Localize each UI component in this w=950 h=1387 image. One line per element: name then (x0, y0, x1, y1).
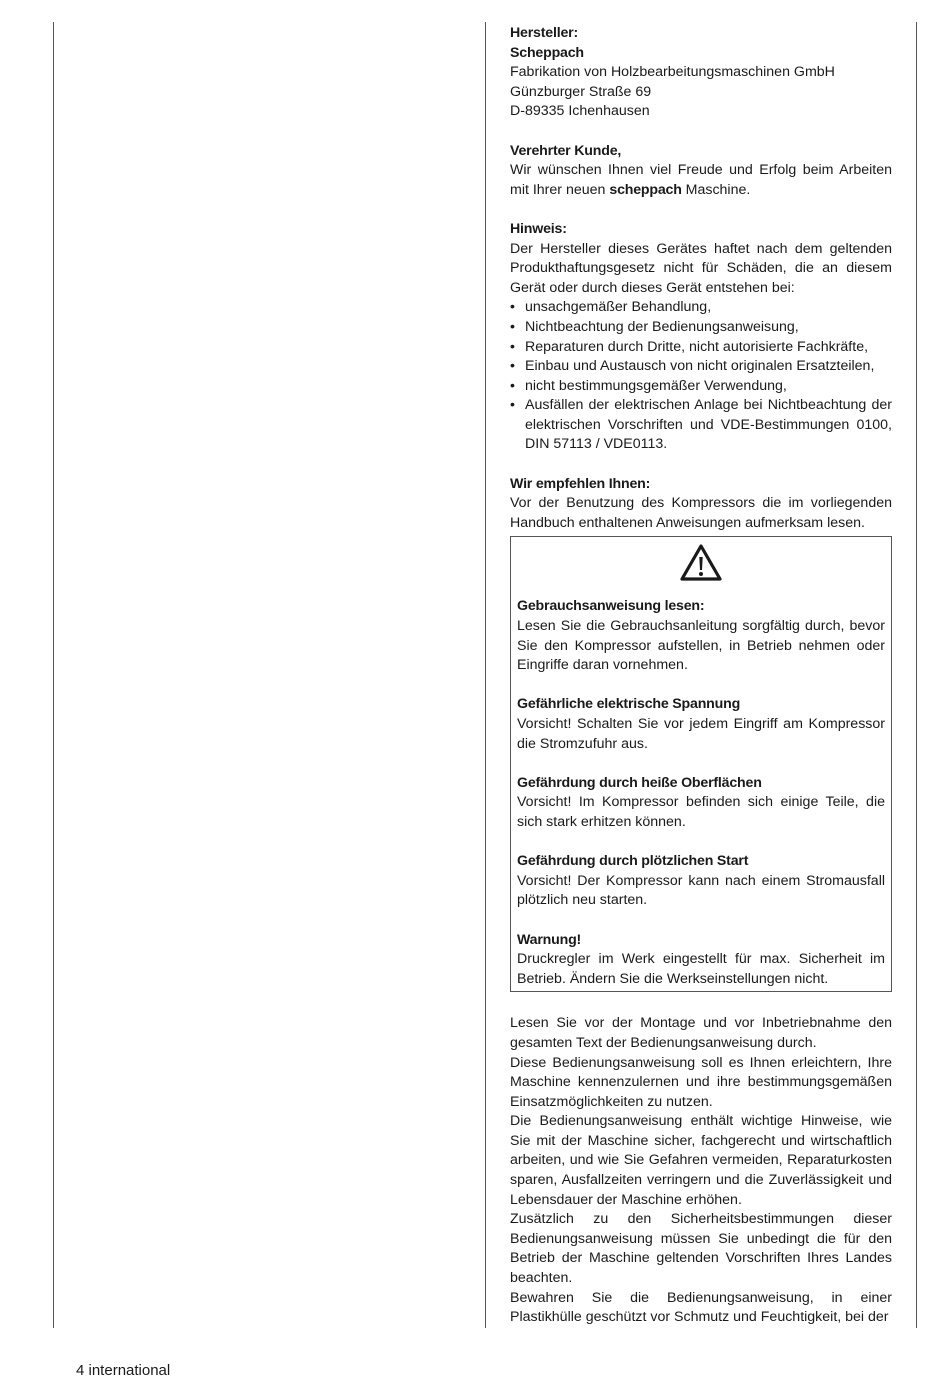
notice-section (510, 220, 892, 455)
notice-list-item: • Reparaturen durch Dritte, nicht autorisierte Fachkräfte, (510, 338, 892, 358)
recommend-text: Vor der Benutzung des Kompressors die im vorliegenden Handbuch enthaltenen Anweisungen aufmerksam lesen. (510, 495, 892, 531)
notice-list-item: • unsachgemäßer Behandlung, (510, 298, 892, 318)
manufacturer-brand: Scheppach (510, 44, 584, 61)
greeting-text (510, 161, 892, 200)
recommend-heading: Wir empfehlen Ihnen: (510, 475, 651, 492)
warning-section-read-manual (517, 597, 885, 675)
warning-heading: Gefährdung durch plötzlichen Start (517, 853, 749, 870)
manufacturer-city: D-89335 Ichenhausen (510, 103, 650, 120)
instructions-body (510, 1014, 892, 1328)
manufacturer-company: Fabrikation von Holzbearbeitungsmaschinen GmbH (510, 64, 835, 81)
warning-triangle-icon (679, 543, 723, 583)
warning-section-hot-surfaces (517, 774, 885, 833)
warning-heading: Gebrauchsanweisung lesen: (517, 598, 705, 615)
warning-section-sudden-start (517, 852, 885, 911)
manufacturer-heading: Hersteller: (510, 25, 578, 41)
column-divider-middle (485, 22, 486, 1328)
greeting-section (510, 142, 892, 201)
warning-section-pressure-regulator (517, 931, 885, 990)
body-paragraph: Zusätzlich zu den Sicherheitsbestimmungen dieser Bedienungsanweisung müssen Sie unbedingt die für den Betrieb der Maschine geltenden Vorschriften Ihres Landes beachten. (510, 1211, 892, 1287)
notice-list-item: • Einbau und Austausch von nicht originalen Ersatzteilen, (510, 357, 892, 377)
notice-heading: Hinweis: (510, 220, 567, 237)
body-paragraph: Lesen Sie vor der Montage und vor Inbetriebnahme den gesamten Text der Bedienungsanweisung durch. (510, 1015, 892, 1051)
greeting-brand: scheppach (609, 181, 682, 198)
body-paragraph: Bewahren Sie die Bedienungsanweisung, in einer Plastikhülle geschützt vor Schmutz und Feuchtigkeit, bei der (510, 1289, 892, 1326)
notice-list-item: • Ausfällen der elektrischen Anlage bei Nichtbeachtung der elektrischen Vorschriften und VDE-Bestimmungen 0100, DIN 57113 / VDE0113. (510, 396, 892, 455)
notice-intro: Der Hersteller dieses Gerätes haftet nach dem geltenden Produkthaftungsgesetz nicht für Schäden, die an diesem Gerät oder durch dieses Gerät entstehen bei: (510, 240, 892, 296)
manufacturer-street: Günzburger Straße 69 (510, 83, 652, 100)
manufacturer-section (510, 24, 892, 122)
warning-text: Vorsicht! Schalten Sie vor jedem Eingriff am Kompressor die Stromzufuhr aus. (517, 716, 885, 752)
column-divider-right (916, 22, 917, 1328)
safety-warning-box (510, 536, 892, 992)
warning-section-electric-voltage (517, 695, 885, 754)
greeting-text-before: Wir wünschen Ihnen viel Freude und Erfolg beim Arbeiten mit Ihrer neuen (510, 162, 892, 198)
greeting-text-after: Maschine. (681, 181, 751, 198)
greeting-heading: Verehrter Kunde, (510, 142, 622, 159)
notice-list-item: • nicht bestimmungsgemäßer Verwendung, (510, 377, 892, 397)
warning-heading: Gefährdung durch heiße Oberflächen (517, 774, 762, 791)
body-paragraph: Diese Bedienungsanweisung soll es Ihnen erleichtern, Ihre Maschine kennenzulernen und ihre bestimmungsgemäßen Einsatzmöglichkeiten zu nutzen. (510, 1054, 892, 1110)
body-paragraph: Die Bedienungsanweisung enthält wichtige Hinweise, wie Sie mit der Maschine sicher, fachgerecht und wirtschaftlich arbeiten, und wie Sie Gefahren vermeiden, Reparaturkosten sparen, Ausfallzeiten verringern und die Zuverlässigkeit und Lebensdauer der Maschine erhöhen. (510, 1113, 892, 1208)
column-divider-left (53, 22, 54, 1328)
page-footer: 4 international (76, 1362, 171, 1379)
warning-heading: Warnung! (517, 931, 582, 948)
notice-list (510, 298, 892, 455)
warning-text: Druckregler im Werk eingestellt für max. Sicherheit im Betrieb. Ändern Sie die Werkseinstellungen nicht. (517, 951, 885, 987)
warning-text: Vorsicht! Im Kompressor befinden sich einige Teile, die sich stark erhitzen können. (517, 794, 885, 830)
warning-heading: Gefährliche elektrische Spannung (517, 696, 741, 713)
notice-list-item: • Nichtbeachtung der Bedienungsanweisung, (510, 318, 892, 338)
warning-text: Vorsicht! Der Kompressor kann nach einem Stromausfall plötzlich neu starten. (517, 872, 885, 909)
right-text-column (510, 24, 892, 1328)
recommend-section (510, 475, 892, 534)
warning-text: Lesen Sie die Gebrauchsanleitung sorgfältig durch, bevor Sie den Kompressor aufstellen, in Betrieb nehmen oder Eingriffe daran vornehmen. (517, 618, 885, 674)
